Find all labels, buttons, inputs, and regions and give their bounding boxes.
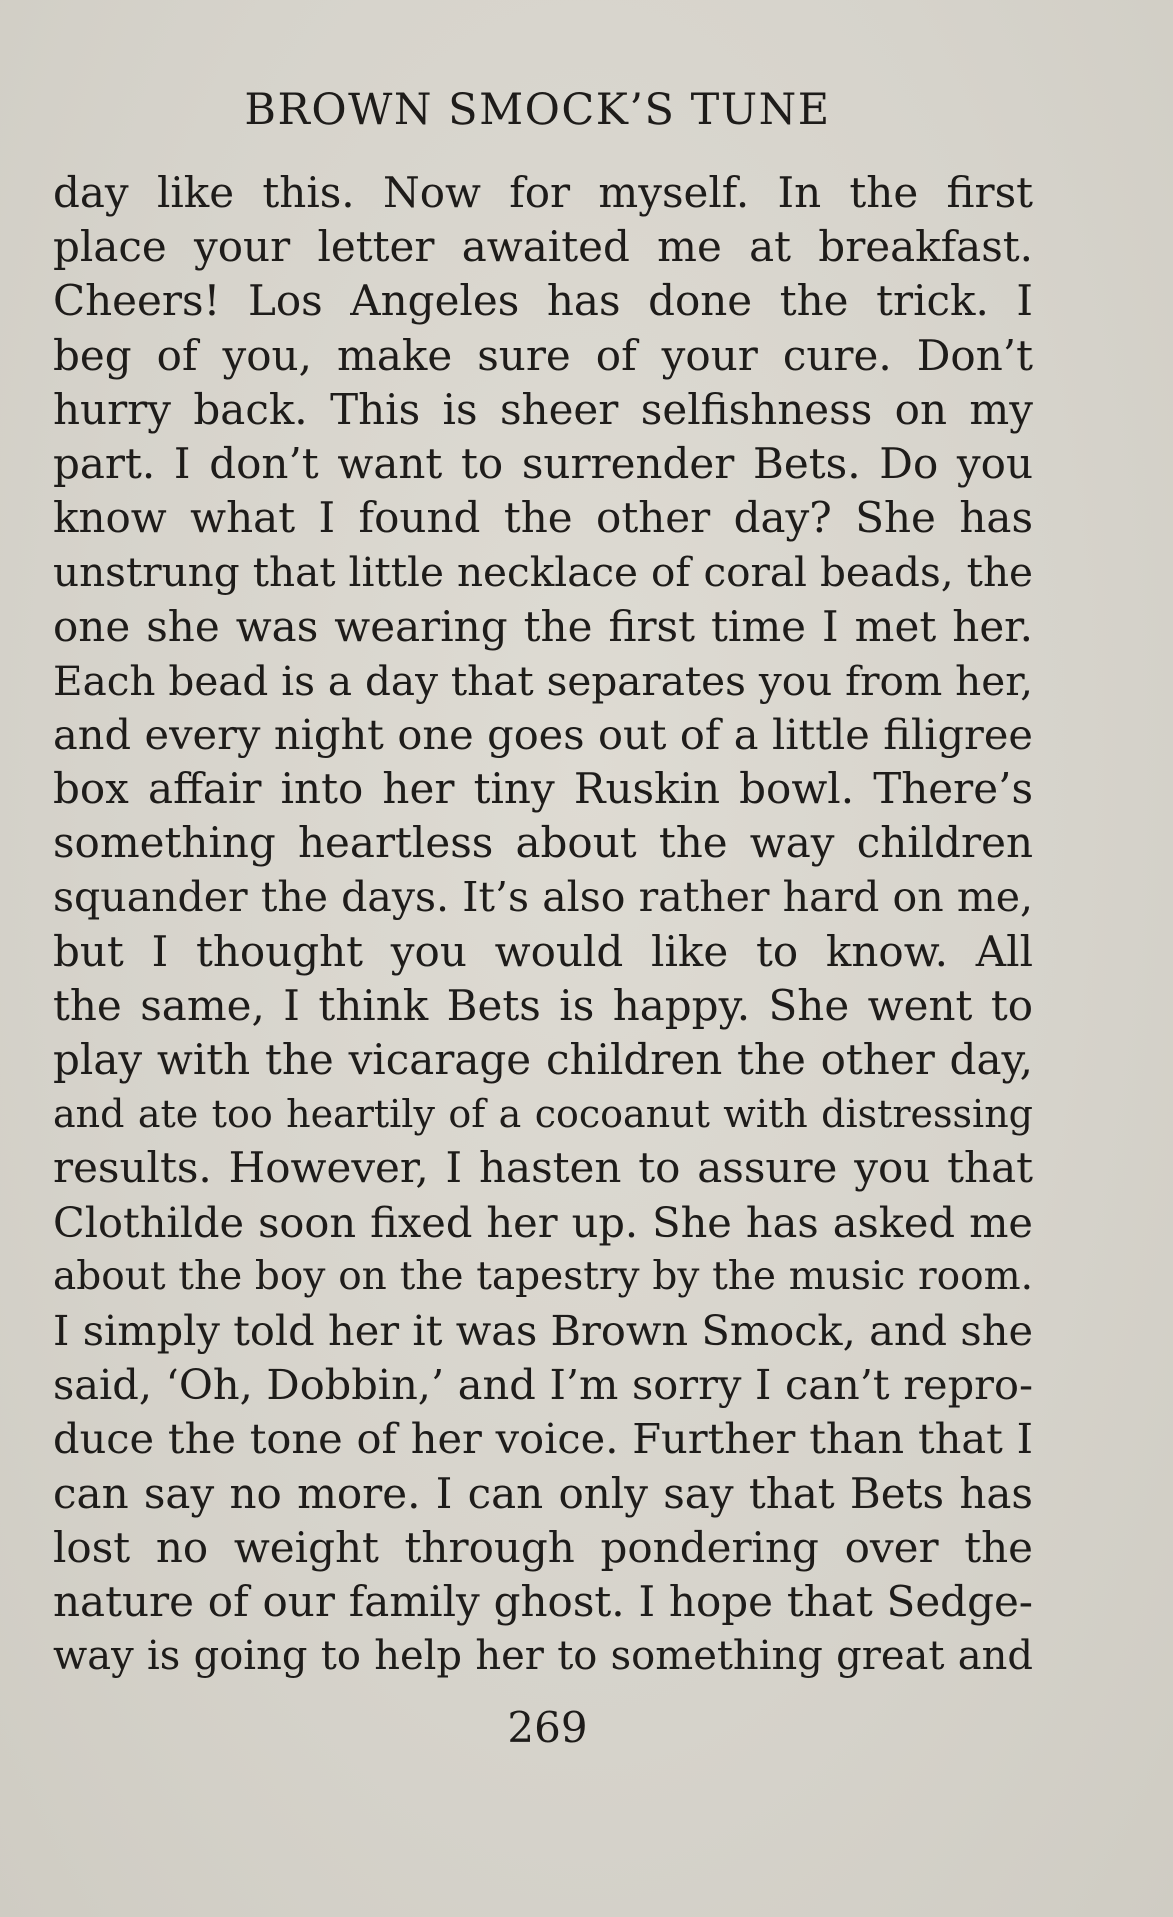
text-line: something heartless about the way children	[53, 818, 1033, 868]
text-line: about the boy on the tapestry by the music room.	[53, 1253, 1033, 1299]
text-line: and ate too heartily of a cocoanut with distressing	[53, 1092, 1033, 1137]
text-line: place your letter awaited me at breakfast.	[53, 222, 1033, 272]
text-line: Clothilde soon fixed her up. She has asked me	[53, 1197, 1033, 1247]
text-line: know what I found the other day? She has	[53, 493, 1033, 543]
text-line: and every night one goes out of a little filigree	[53, 709, 1033, 759]
text-line: but I thought you would like to know. All	[53, 926, 1033, 976]
page-number: 269	[507, 1703, 588, 1752]
body-text	[53, 166, 1033, 1683]
text-line: I simply told her it was Brown Smock, and she	[53, 1305, 1033, 1355]
text-line: Each bead is a day that separates you from her,	[53, 656, 1033, 705]
text-line: duce the tone of her voice. Further than that I	[53, 1414, 1033, 1464]
text-line: said, ‘Oh, Dobbin,’ and I’m sorry I can’t repro-	[53, 1360, 1033, 1410]
text-line: squander the days. It’s also rather hard on me,	[53, 873, 1033, 922]
text-line: beg of you, make sure of your cure. Don’t	[53, 330, 1033, 380]
text-line: hurry back. This is sheer selfishness on my	[53, 384, 1033, 434]
text-line: results. However, I hasten to assure you that	[53, 1143, 1033, 1193]
text-line: lost no weight through pondering over the	[53, 1522, 1033, 1572]
running-head: BROWN SMOCK’S TUNE	[244, 85, 831, 135]
text-line: the same, I think Bets is happy. She went to	[53, 980, 1033, 1030]
text-line: Cheers! Los Angeles has done the trick. I	[53, 276, 1033, 326]
text-line: can say no more. I can only say that Bets has	[53, 1468, 1033, 1518]
text-line: nature of our family ghost. I hope that Sedge-	[53, 1576, 1033, 1626]
text-line: play with the vicarage children the other day,	[53, 1035, 1033, 1084]
text-line: one she was wearing the first time I met her.	[53, 601, 1033, 651]
text-line: day like this. Now for myself. In the first	[53, 168, 1033, 217]
text-line: way is going to help her to something great and	[53, 1633, 1033, 1680]
text-line: box affair into her tiny Ruskin bowl. There’s	[53, 764, 1033, 814]
text-line: unstrung that little necklace of coral beads, the	[53, 548, 1033, 597]
text-line: part. I don’t want to surrender Bets. Do you	[53, 438, 1033, 488]
